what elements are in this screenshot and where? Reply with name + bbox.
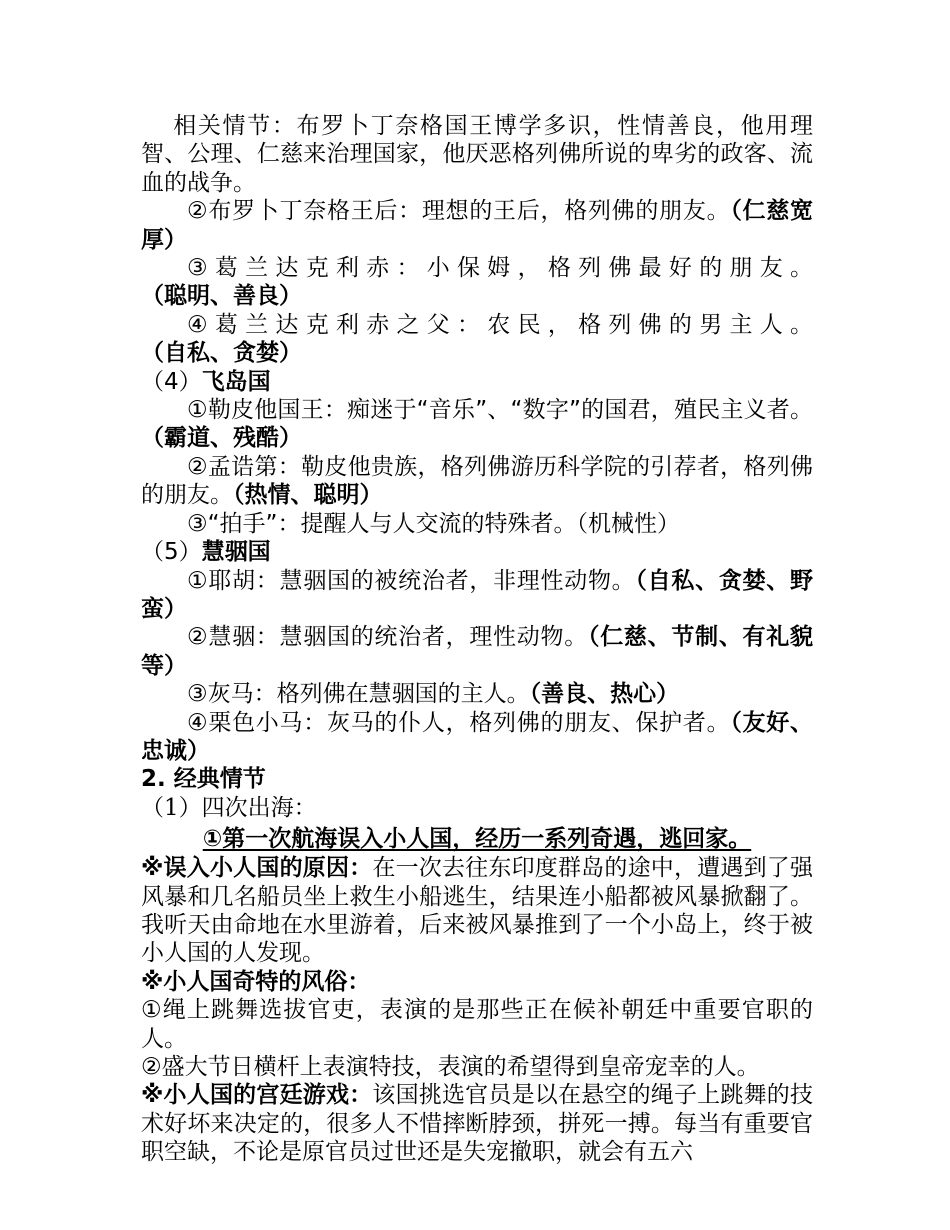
- games-label: ※小人国的宫廷游戏：: [141, 1082, 373, 1109]
- section-heading-laputa: [141, 368, 813, 396]
- character-houyhnhnm: [141, 623, 813, 680]
- character-text: ④栗色小马：灰马的仆人，格列佛的朋友、保护者。: [187, 709, 731, 736]
- character-farmer: [141, 311, 813, 368]
- character-text: ③葛兰达克利赤：小保姆，格列佛最好的朋友。: [187, 255, 813, 282]
- character-traits: （仁慈宽厚）: [141, 198, 814, 253]
- character-traits: （仁慈、节制、有礼貌等）: [141, 624, 814, 679]
- custom-item: ②盛大节日横杆上表演特技，表演的希望得到皇帝宠幸的人。: [141, 1054, 760, 1080]
- character-text: ④葛兰达克利赤之父：农民，格列佛的男主人。: [187, 311, 813, 338]
- section-title: 飞岛国: [201, 368, 271, 395]
- character-traits: （自私、贪婪、野蛮）: [141, 567, 814, 622]
- character-traits: （善良、热心）: [529, 681, 680, 708]
- cause-label: ※误入小人国的原因：: [141, 855, 373, 882]
- section-number: （4）: [141, 368, 202, 395]
- character-queen: [141, 197, 813, 254]
- character-text: ③灰马：格列佛在慧骃国的主人。: [187, 681, 530, 708]
- plot-paragraph: 相关情节：布罗卜丁奈格国王博学多识，性情善良，他用理智、公理、仁慈来治理国家，他厌恶格列佛所说的卑劣的政客、流血的战争。: [141, 113, 813, 196]
- character-munodi: [141, 453, 813, 510]
- character-traits: （聪明、善良）: [141, 283, 302, 310]
- character-traits: （自私、贪婪）: [141, 340, 302, 367]
- character-traits: （友好、忠诚）: [141, 709, 814, 764]
- character-text: ②布罗卜丁奈格王后：理想的王后，格列佛的朋友。: [187, 198, 731, 225]
- character-text: ②慧骃：慧骃国的统治者，理性动物。: [187, 624, 588, 651]
- section-title: 慧骃国: [201, 539, 271, 566]
- games-text: 该国挑选官员是以在悬空的绳子上跳舞的技术好坏来决定的，很多人不惜摔断脖颈，拼死一搏。每当有重要官职空缺，不论是原官员过世还是失宠撤职，就会有五六: [141, 1082, 813, 1166]
- lilliput-cause: [141, 854, 813, 968]
- section-heading-houyhnhnm: [141, 538, 813, 566]
- cause-text: 在一次去往东印度群岛的途中，遭遇到了强风暴和几名船员坐上救生小船逃生，结果连小船都被风暴掀翻了。我听天由命地在水里游着，后来被风暴推到了一个小岛上，终于被小人国的人发现。: [141, 855, 813, 967]
- character-flapper: ③“拍手”：提醒人与人交流的特殊者。（机械性）: [187, 510, 680, 537]
- character-yahoo: [141, 567, 813, 624]
- customs-label: ※小人国奇特的风俗：: [141, 968, 371, 995]
- character-text: ①勒皮他国王：痴迷于“音乐”、“数字”的国君，殖民主义者。: [187, 397, 813, 424]
- character-text: ②孟诰第：勒皮他贵族，格列佛游历科学院的引荐者，格列佛的朋友。: [141, 453, 813, 509]
- character-laputa-king: [141, 396, 813, 453]
- section-heading-classic-plot: 2. 经典情节: [141, 766, 266, 793]
- character-text: ①耶胡：慧骃国的被统治者，非理性动物。: [187, 567, 636, 594]
- character-glumdalclitch: [141, 254, 813, 311]
- section-number: （5）: [141, 539, 202, 566]
- voyage-one-title: ①第一次航海误入小人国，经历一系列奇遇，逃回家。: [202, 826, 752, 853]
- character-sorrel-nag: [141, 709, 813, 766]
- character-traits: （霸道、残酷）: [141, 425, 302, 452]
- custom-item: ①绳上跳舞选拔官吏，表演的是那些正在候补朝廷中重要官职的人。: [141, 997, 813, 1052]
- court-games: [141, 1081, 813, 1166]
- document-page: [141, 112, 813, 1167]
- character-grey-horse: [141, 680, 813, 708]
- character-traits: （热情、聪明）: [233, 482, 383, 509]
- subsection-four-voyages: （1）四次出海：: [141, 794, 317, 821]
